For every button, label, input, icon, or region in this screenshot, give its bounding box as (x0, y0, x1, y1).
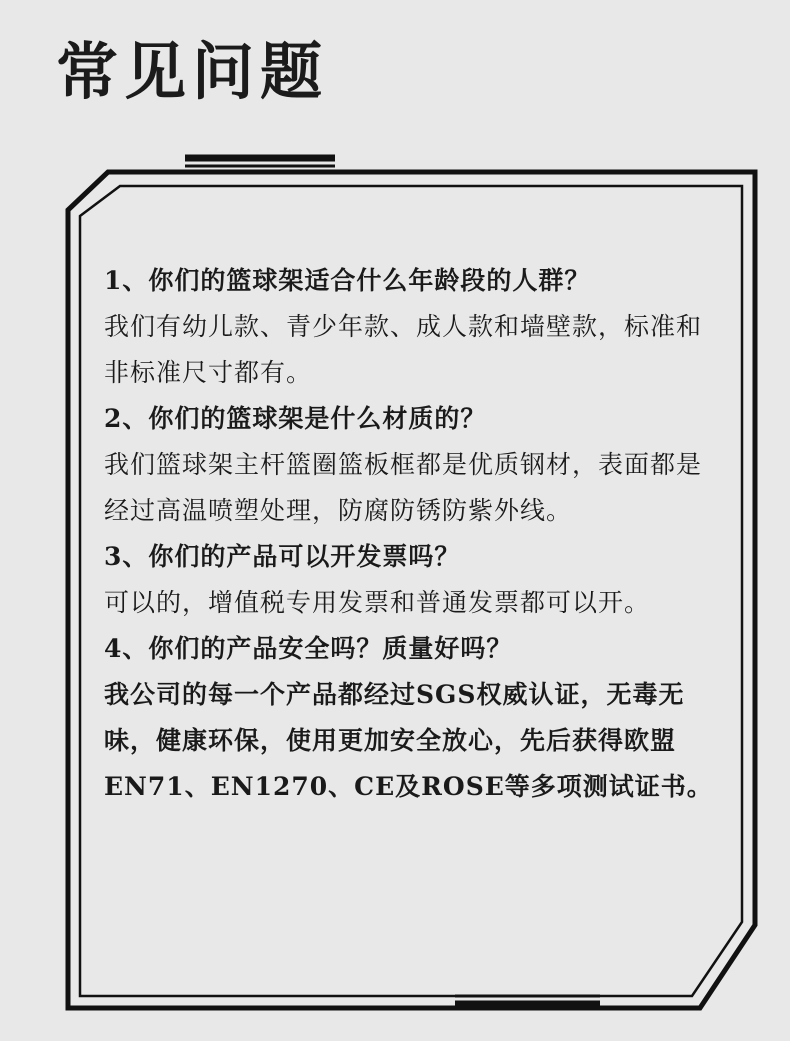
faq-answer-4: 我公司的每一个产品都经过SGS权威认证，无毒无味，健康环保，使用更加安全放心，先后获得欧盟EN71、EN1270、CE及ROSE等多项测试证书。 (104, 680, 713, 801)
faq-answer-1: 我们有幼儿款、青少年款、成人款和墙壁款，标准和非标准尺寸都有。 (104, 312, 703, 387)
faq-question-4: 4、你们的产品安全吗？质量好吗？ (104, 634, 513, 663)
faq-question-1: 1、你们的篮球架适合什么年龄段的人群？ (104, 266, 591, 295)
faq-question-3: 3、你们的产品可以开发票吗？ (104, 542, 461, 571)
faq-question-2: 2、你们的篮球架是什么材质的？ (104, 404, 487, 433)
faq-answer-3: 可以的，增值税专用发票和普通发票都可以开。 (104, 588, 651, 617)
page-title: 常见问题 (56, 35, 329, 108)
faq-answer-2: 我们篮球架主杆篮圈篮板框都是优质钢材，表面都是经过高温喷塑处理，防腐防锈防紫外线。 (104, 450, 703, 525)
faq-content (104, 258, 714, 810)
